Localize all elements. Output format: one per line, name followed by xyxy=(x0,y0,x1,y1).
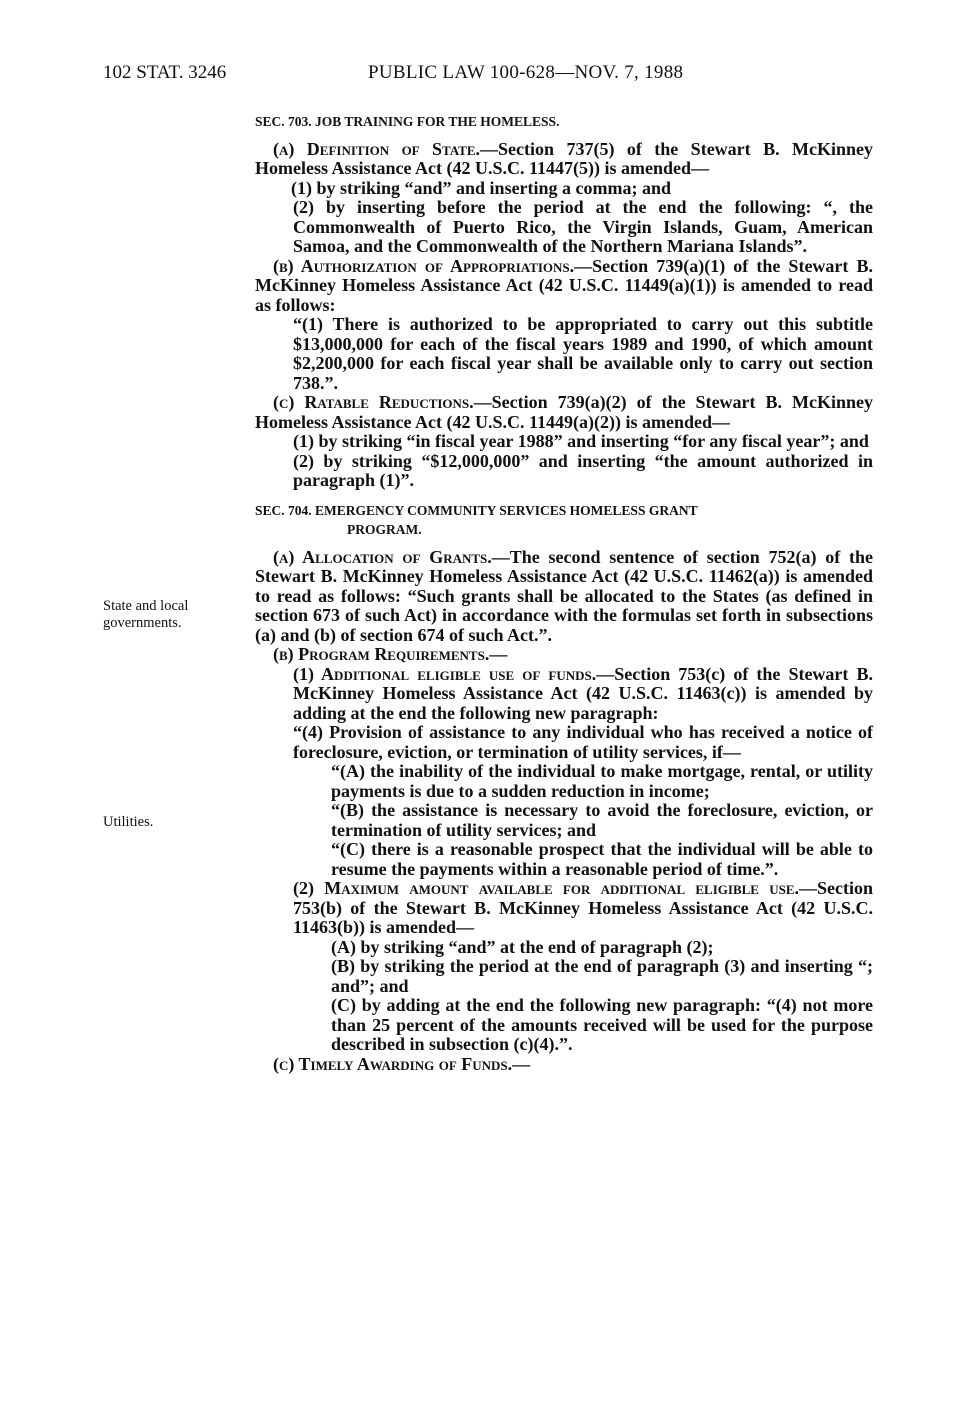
margin-note-utilities: Utilities. xyxy=(103,814,154,830)
sec703-a-text: —Section 737(5) of the Stewart B. McKinney Homeless Assistance Act (42 U.S.C. 11447(5)) is amended— xyxy=(255,138,873,178)
stat-page-number: 102 STAT. 3246 xyxy=(103,62,227,83)
sec703-a xyxy=(255,140,873,179)
sec704-c-label: (c) Timely Awarding of Funds. xyxy=(273,1053,513,1074)
sec704-b2-C: (C) by adding at the end the following new paragraph: “(4) not more than 25 percent of the amounts received will be used for the purpose described in subsection (c)(4).”. xyxy=(331,995,873,1054)
margin-note-state-local: State and local governments. xyxy=(103,598,189,631)
sec704-a-text: —The second sentence of section 752(a) of the Stewart B. McKinney Homeless Assistance Act (42 U.S.C. 11462(a)) is amended to read as follows: “Such grants shall be allocated to the States (as defined in section 673 of such Act) in accordance with the formulas set forth in subsections (a) and (b) of section 674 of such Act.”. xyxy=(255,546,873,645)
sec704-c-text: — xyxy=(512,1053,531,1074)
sec704-b2 xyxy=(255,879,873,938)
sec703-c-text: —Section 739(a)(2) of the Stewart B. McKinney Homeless Assistance Act (42 U.S.C. 11449(a)(2)) is amended— xyxy=(255,392,873,432)
sec704-b2-label: (2) Maximum amount available for additional eligible use. xyxy=(293,878,799,898)
running-head: PUBLIC LAW 100-628—NOV. 7, 1988 xyxy=(368,62,684,83)
sec704-b xyxy=(255,645,873,665)
body-text xyxy=(255,112,873,1074)
section-704-heading-line2: PROGRAM. xyxy=(347,522,422,537)
sec703-b-label: (b) Authorization of Appropriations. xyxy=(273,255,575,276)
sec704-b1-text: —Section 753(c) of the Stewart B. McKinney Homeless Assistance Act (42 U.S.C. 11463(c)) is amended by adding at the end the following new paragraph: xyxy=(293,663,873,723)
sec704-b-text: — xyxy=(489,644,508,664)
sec703-a2: (2) by inserting before the period at the end the following: “, the Commonwealth of Puerto Rico, the Virgin Islands, Guam, American Samoa, and the Commonwealth of the Northern Mariana Islands”. xyxy=(293,197,873,256)
sec704-b2-A: (A) by striking “and” at the end of paragraph (2); xyxy=(331,936,714,957)
sec704-b1-label: (1) Additional eligible use of funds. xyxy=(293,663,597,684)
sec703-c1: (1) by striking “in fiscal year 1988” and inserting “for any fiscal year”; and xyxy=(293,431,869,451)
sec703-a1: (1) by striking “and” and inserting a comma; and xyxy=(291,177,672,198)
sec704-b1-A: “(A) the inability of the individual to make mortgage, rental, or utility payments is due to a sudden reduction in income; xyxy=(331,761,873,801)
section-704-heading xyxy=(255,501,873,540)
sec703-c xyxy=(255,393,873,432)
sec704-a xyxy=(255,548,873,646)
sec704-b1 xyxy=(255,665,873,724)
sec703-a-label: (a) Definition of State. xyxy=(273,138,481,159)
sec704-b2-text: —Section 753(b) of the Stewart B. McKinney Homeless Assistance Act (42 U.S.C. 11463(b)) is amended— xyxy=(293,878,873,937)
sec703-b xyxy=(255,257,873,316)
sec703-c-label: (c) Ratable Reductions. xyxy=(273,392,474,412)
sec704-a-label: (a) Allocation of Grants. xyxy=(273,546,492,567)
sec704-b1-B: “(B) the assistance is necessary to avoid the foreclosure, eviction, or termination of utility services; and xyxy=(331,800,873,840)
section-703-heading: SEC. 703. JOB TRAINING FOR THE HOMELESS. xyxy=(255,114,560,129)
page-header xyxy=(103,62,863,86)
sec704-b-label: (b) Program Requirements. xyxy=(273,644,490,664)
sec704-b1-C: “(C) there is a reasonable prospect that the individual will be able to resume the payments within a reasonable period of time.”. xyxy=(331,839,873,879)
sec703-b-text: —Section 739(a)(1) of the Stewart B. McKinney Homeless Assistance Act (42 U.S.C. 11449(a)(1)) is amended to read as follows: xyxy=(255,255,873,315)
sec704-c xyxy=(255,1055,873,1075)
section-704-heading-line1: SEC. 704. EMERGENCY COMMUNITY SERVICES HOMELESS GRANT xyxy=(255,502,698,518)
sec704-b2-B: (B) by striking the period at the end of paragraph (3) and inserting “; and”; and xyxy=(331,956,873,996)
sec703-c2: (2) by striking “$12,000,000” and inserting “the amount authorized in paragraph (1)”. xyxy=(293,450,873,490)
sec703-b-quote: “(1) There is authorized to be appropriated to carry out this subtitle $13,000,000 for each of the fiscal years 1989 and 1990, of which amount $2,200,000 for each fiscal year shall be available only to carry out section 738.”. xyxy=(293,314,873,393)
sec704-b1-quote: “(4) Provision of assistance to any individual who has received a notice of foreclosure, eviction, or termination of utility services, if— xyxy=(293,722,873,762)
